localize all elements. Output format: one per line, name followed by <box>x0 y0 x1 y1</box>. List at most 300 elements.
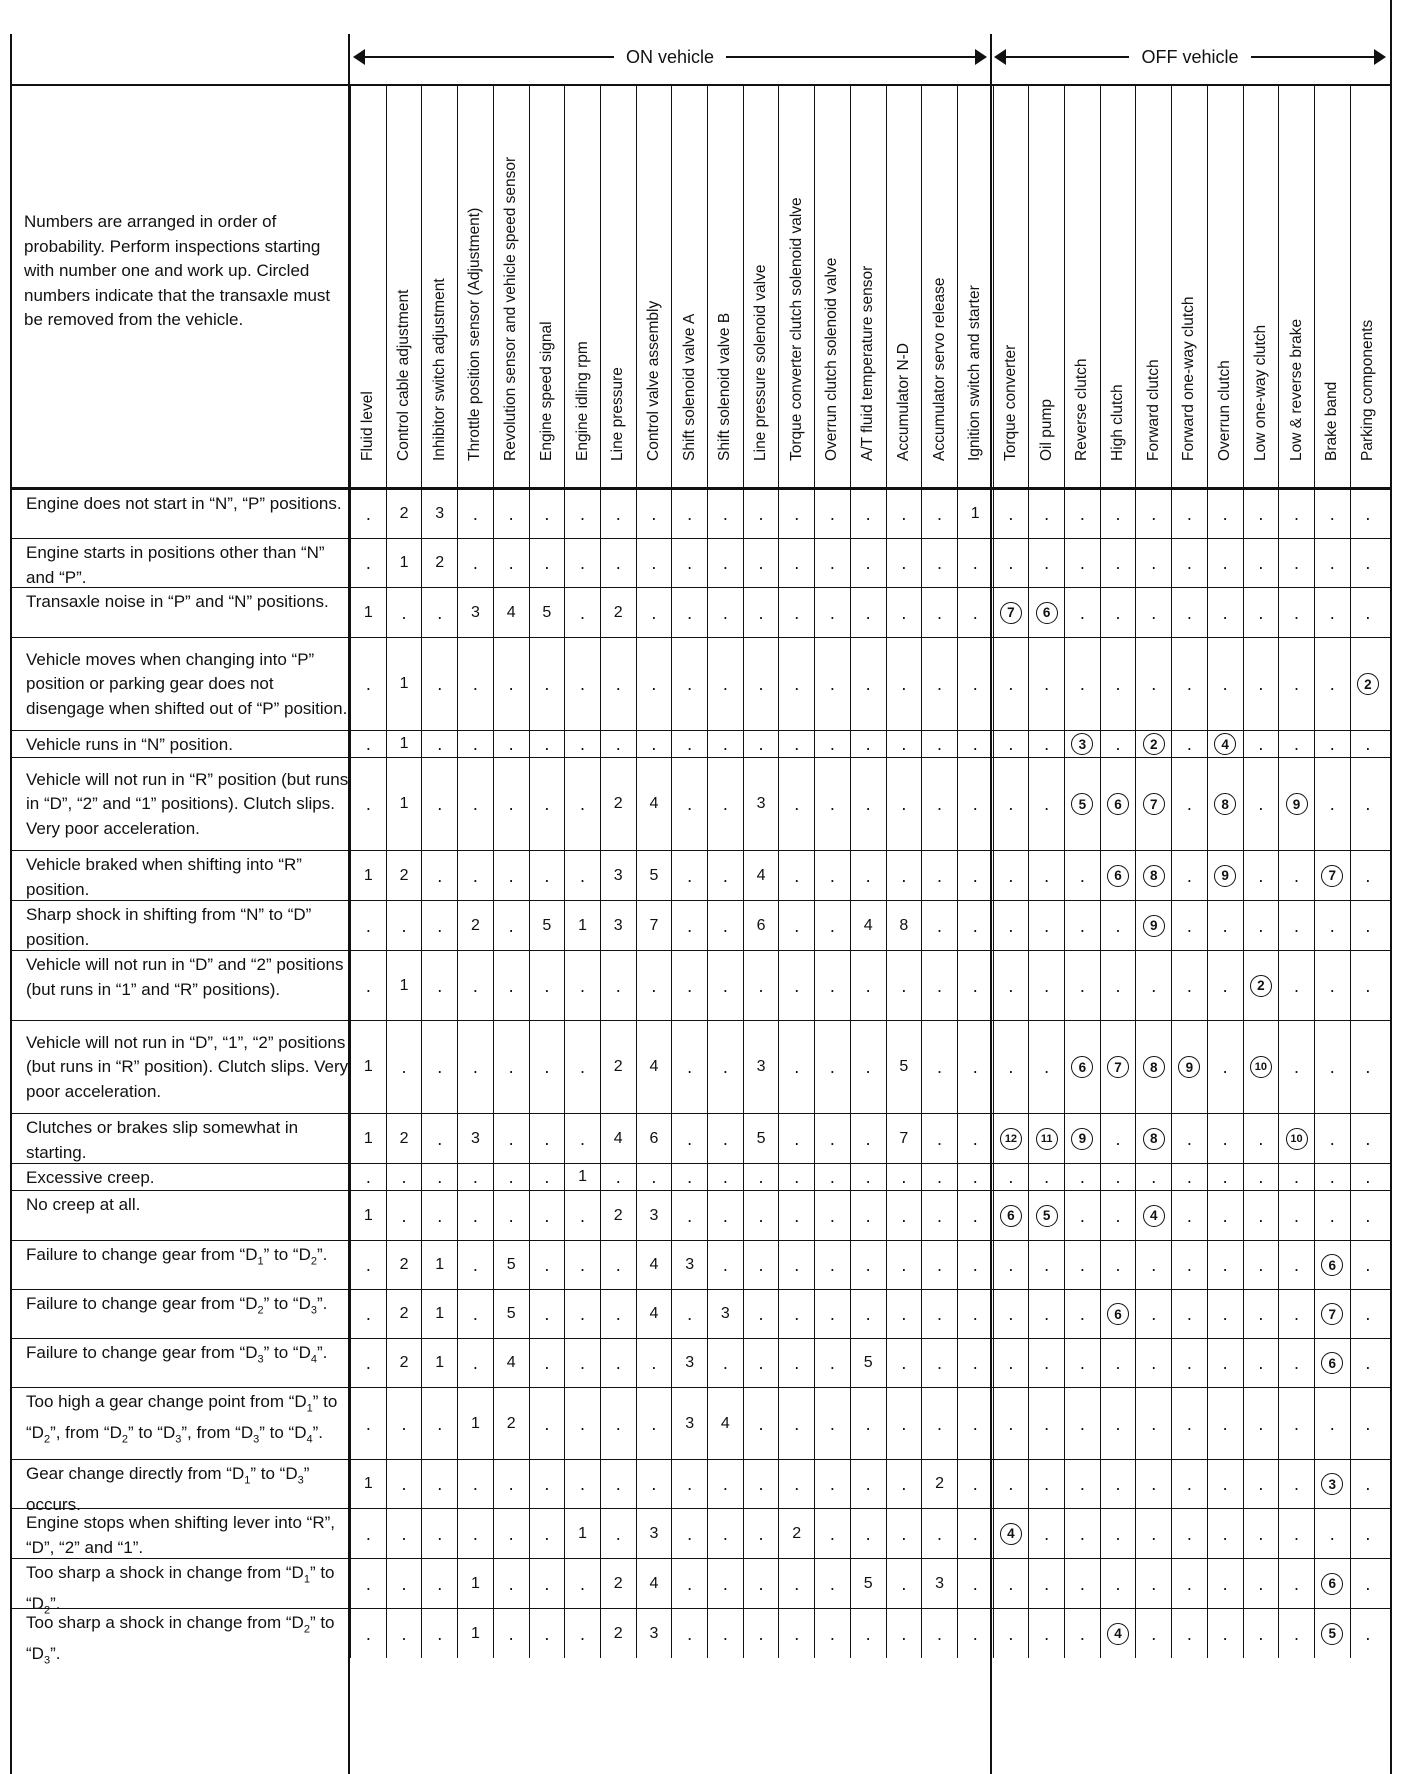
table-cell <box>850 1460 886 1508</box>
table-cell <box>957 1290 993 1338</box>
table-cell <box>529 1559 565 1608</box>
empty-dot: . <box>544 1167 550 1187</box>
table-cell <box>1207 1164 1243 1190</box>
table-cell <box>529 1339 565 1387</box>
empty-dot: . <box>937 504 943 524</box>
table-cell <box>1243 1191 1279 1240</box>
table-cell <box>743 951 779 1020</box>
empty-dot: . <box>365 1523 371 1544</box>
empty-dot: . <box>508 504 514 524</box>
empty-dot: . <box>651 602 657 623</box>
table-cell <box>1171 901 1207 950</box>
symptom-label: Too sharp a shock in change from “$D_2$” to “$D_3$”. <box>26 1613 335 1667</box>
table-cell <box>421 1509 457 1558</box>
table-cell <box>1350 1388 1386 1459</box>
table-cell <box>350 490 386 538</box>
empty-dot: . <box>972 1623 978 1644</box>
empty-dot: . <box>829 504 835 524</box>
table-cell <box>957 1609 993 1658</box>
table-cell <box>386 1388 422 1459</box>
empty-dot: . <box>1329 1413 1335 1434</box>
empty-dot: . <box>1258 1167 1264 1187</box>
empty-dot: . <box>722 1523 728 1544</box>
empty-dot: . <box>580 674 586 694</box>
circled-number: 9 <box>1178 1056 1200 1078</box>
table-row <box>10 1338 1392 1387</box>
table-cell <box>850 758 886 850</box>
table-cell <box>957 1241 993 1289</box>
empty-dot: . <box>615 1523 621 1544</box>
empty-dot: . <box>901 1167 907 1187</box>
table-cell: 3 <box>671 1241 707 1289</box>
circled-number: 2 <box>1357 673 1379 695</box>
instruction-note: Numbers are arranged in order of probability. Perform inspections starting with number one and work up. Circled numbers indicate that the transaxle must be removed from the vehicle. <box>24 212 331 329</box>
table-cell <box>421 588 457 637</box>
table-cell <box>1314 1609 1350 1658</box>
empty-dot: . <box>544 1304 550 1324</box>
empty-dot: . <box>508 865 514 886</box>
empty-dot: . <box>1186 1413 1192 1434</box>
table-cell <box>350 1559 386 1608</box>
empty-dot: . <box>937 1255 943 1275</box>
table-cell <box>564 951 600 1020</box>
table-cell <box>1135 1609 1171 1658</box>
table-cell: 1 <box>350 588 386 637</box>
symptom-label: Failure to change gear from “$D_2$” to “$D_3$”. <box>26 1294 328 1317</box>
empty-dot: . <box>1329 1523 1335 1544</box>
table-cell <box>350 1339 386 1387</box>
table-cell <box>529 1388 565 1459</box>
empty-dot: . <box>1044 975 1050 996</box>
table-cell <box>1135 851 1171 900</box>
table-cell <box>814 490 850 538</box>
empty-dot: . <box>1294 1573 1300 1594</box>
table-cell <box>1135 1021 1171 1113</box>
empty-dot: . <box>829 1128 835 1149</box>
empty-dot: . <box>1115 1474 1121 1494</box>
empty-dot: . <box>865 794 871 814</box>
empty-dot: . <box>1008 1353 1014 1373</box>
empty-dot: . <box>758 1304 764 1324</box>
empty-dot: . <box>1079 1304 1085 1324</box>
empty-dot: . <box>865 1623 871 1644</box>
empty-dot: . <box>472 794 478 814</box>
table-cell <box>350 1164 386 1190</box>
table-cell <box>850 1290 886 1338</box>
empty-dot: . <box>1222 602 1228 623</box>
table-cell <box>457 1021 493 1113</box>
empty-dot: . <box>472 1205 478 1226</box>
table-cell <box>1350 731 1386 757</box>
table-cell <box>886 588 922 637</box>
table-cell <box>493 638 529 730</box>
table-cell <box>1171 758 1207 850</box>
table-cell <box>350 1388 386 1459</box>
empty-dot: . <box>901 1474 907 1494</box>
table-cell <box>1171 951 1207 1020</box>
empty-dot: . <box>401 1573 407 1594</box>
empty-dot: . <box>508 674 514 694</box>
empty-dot: . <box>758 602 764 623</box>
table-cell <box>1243 588 1279 637</box>
table-cell <box>421 901 457 950</box>
empty-dot: . <box>1222 1474 1228 1494</box>
symptom-label: Engine does not start in “N”, “P” positions. <box>26 494 342 513</box>
table-cell <box>1064 901 1100 950</box>
symptom-label: Failure to change gear from “$D_1$” to “$D_2$”. <box>26 1245 328 1268</box>
empty-dot: . <box>1222 1353 1228 1373</box>
table-cell <box>993 901 1029 950</box>
table-cell <box>743 539 779 587</box>
empty-dot: . <box>1329 1167 1335 1187</box>
empty-dot: . <box>972 1057 978 1077</box>
empty-dot: . <box>544 975 550 996</box>
empty-dot: . <box>1329 504 1335 524</box>
empty-dot: . <box>1186 1255 1192 1275</box>
symptom-label: Failure to change gear from “$D_3$” to “$D_4$”. <box>26 1343 328 1366</box>
table-cell <box>1100 901 1136 950</box>
table-cell <box>1350 588 1386 637</box>
table-cell <box>707 1509 743 1558</box>
empty-dot: . <box>901 1523 907 1544</box>
table-cell <box>743 1609 779 1658</box>
empty-dot: . <box>544 734 550 754</box>
table-cell <box>636 539 672 587</box>
column-header <box>814 86 850 487</box>
table-cell <box>529 1021 565 1113</box>
empty-dot: . <box>472 504 478 524</box>
empty-dot: . <box>1294 1623 1300 1644</box>
table-cell <box>1171 1559 1207 1608</box>
empty-dot: . <box>472 1353 478 1373</box>
column-header-label: Throttle position sensor (Adjustment) <box>466 207 484 461</box>
table-cell: 5 <box>743 1114 779 1163</box>
table-cell <box>1350 1191 1386 1240</box>
empty-dot: . <box>1365 1128 1371 1149</box>
table-cell <box>671 1290 707 1338</box>
table-cell <box>1207 1509 1243 1558</box>
table-cell: 4 <box>493 588 529 637</box>
table-cell <box>957 901 993 950</box>
table-cell <box>1064 1290 1100 1338</box>
empty-dot: . <box>937 602 943 623</box>
empty-dot: . <box>1258 734 1264 754</box>
table-cell <box>1171 1241 1207 1289</box>
empty-dot: . <box>401 1413 407 1434</box>
table-cell <box>993 1609 1029 1658</box>
empty-dot: . <box>829 1205 835 1226</box>
empty-dot: . <box>508 553 514 573</box>
empty-dot: . <box>722 915 728 936</box>
table-cell <box>921 1114 957 1163</box>
empty-dot: . <box>472 1523 478 1544</box>
empty-dot: . <box>437 1057 443 1077</box>
table-cell <box>1314 1191 1350 1240</box>
empty-dot: . <box>972 674 978 694</box>
table-cell <box>421 1021 457 1113</box>
column-header-label: Fluid level <box>359 391 377 461</box>
column-header <box>1135 86 1171 487</box>
empty-dot: . <box>1151 1623 1157 1644</box>
empty-dot: . <box>1365 794 1371 814</box>
table-cell: 3 <box>743 758 779 850</box>
circled-number: 7 <box>1000 602 1022 624</box>
empty-dot: . <box>365 674 371 694</box>
table-cell <box>564 758 600 850</box>
table-cell <box>1135 588 1171 637</box>
table-cell <box>743 1559 779 1608</box>
table-cell <box>421 1191 457 1240</box>
empty-dot: . <box>1329 1057 1335 1077</box>
table-cell <box>493 901 529 950</box>
column-header <box>1064 86 1100 487</box>
table-cell <box>564 851 600 900</box>
table-cell <box>493 1559 529 1608</box>
table-cell <box>1243 1609 1279 1658</box>
table-cell <box>850 588 886 637</box>
empty-dot: . <box>615 1353 621 1373</box>
empty-dot: . <box>1365 602 1371 623</box>
empty-dot: . <box>508 975 514 996</box>
table-cell <box>1207 1021 1243 1113</box>
empty-dot: . <box>1008 504 1014 524</box>
table-cell <box>814 1021 850 1113</box>
empty-dot: . <box>437 1167 443 1187</box>
table-cell: 2 <box>386 1241 422 1289</box>
empty-dot: . <box>1294 1474 1300 1494</box>
table-cell <box>743 588 779 637</box>
table-cell <box>1278 1164 1314 1190</box>
table-cell <box>1064 1339 1100 1387</box>
empty-dot: . <box>687 504 693 524</box>
table-cell <box>921 951 957 1020</box>
empty-dot: . <box>865 1474 871 1494</box>
empty-dot: . <box>1115 553 1121 573</box>
column-header <box>564 86 600 487</box>
empty-dot: . <box>1079 1255 1085 1275</box>
table-cell <box>993 1559 1029 1608</box>
empty-dot: . <box>365 915 371 936</box>
table-cell: 3 <box>421 490 457 538</box>
table-cell: 1 <box>564 1164 600 1190</box>
table-cell <box>921 638 957 730</box>
empty-dot: . <box>401 1205 407 1226</box>
column-header <box>1350 86 1386 487</box>
empty-dot: . <box>1044 1523 1050 1544</box>
table-row <box>10 489 1392 538</box>
table-cell: 8 <box>886 901 922 950</box>
table-cell <box>921 490 957 538</box>
table-cell <box>529 1460 565 1508</box>
empty-dot: . <box>1329 553 1335 573</box>
table-cell <box>564 588 600 637</box>
table-cell <box>814 758 850 850</box>
empty-dot: . <box>687 1057 693 1077</box>
table-cell <box>600 1339 636 1387</box>
circled-number: 6 <box>1321 1352 1343 1374</box>
symptom-label: Excessive creep. <box>26 1168 155 1187</box>
empty-dot: . <box>722 602 728 623</box>
table-cell <box>350 758 386 850</box>
column-header <box>1314 86 1350 487</box>
table-cell <box>1064 1388 1100 1459</box>
empty-dot: . <box>1151 674 1157 694</box>
table-cell: 5 <box>850 1339 886 1387</box>
empty-dot: . <box>1365 1474 1371 1494</box>
table-cell <box>600 490 636 538</box>
table-cell <box>814 1460 850 1508</box>
table-cell <box>564 1609 600 1658</box>
table-cell <box>350 901 386 950</box>
table-cell <box>457 1290 493 1338</box>
empty-dot: . <box>758 1573 764 1594</box>
empty-dot: . <box>1258 1304 1264 1324</box>
empty-dot: . <box>1258 553 1264 573</box>
table-row <box>10 1608 1392 1667</box>
empty-dot: . <box>615 734 621 754</box>
table-cell <box>1314 539 1350 587</box>
table-cell <box>1028 539 1064 587</box>
table-cell <box>636 1460 672 1508</box>
empty-dot: . <box>365 553 371 573</box>
empty-dot: . <box>865 734 871 754</box>
empty-dot: . <box>580 1353 586 1373</box>
empty-dot: . <box>437 865 443 886</box>
table-cell <box>707 1609 743 1658</box>
empty-dot: . <box>1079 1523 1085 1544</box>
table-cell <box>1028 901 1064 950</box>
table-cell <box>1028 758 1064 850</box>
empty-dot: . <box>437 1128 443 1149</box>
table-cell <box>1207 758 1243 850</box>
table-cell <box>1100 539 1136 587</box>
column-header-label: Revolution sensor and vehicle speed sensor <box>502 156 520 461</box>
table-cell <box>778 588 814 637</box>
table-cell <box>1064 1609 1100 1658</box>
empty-dot: . <box>865 674 871 694</box>
circled-number: 2 <box>1250 975 1272 997</box>
table-cell <box>636 588 672 637</box>
empty-dot: . <box>901 1623 907 1644</box>
table-cell: 2 <box>386 851 422 900</box>
empty-dot: . <box>1115 1128 1121 1149</box>
empty-dot: . <box>901 865 907 886</box>
table-cell: 7 <box>886 1114 922 1163</box>
empty-dot: . <box>1365 1304 1371 1324</box>
empty-dot: . <box>972 1255 978 1275</box>
column-header <box>1171 86 1207 487</box>
table-cell <box>1171 638 1207 730</box>
empty-dot: . <box>901 1353 907 1373</box>
table-cell <box>1278 1191 1314 1240</box>
empty-dot: . <box>1151 602 1157 623</box>
table-cell <box>600 1388 636 1459</box>
left-arrow-line <box>996 56 1129 58</box>
empty-dot: . <box>544 1128 550 1149</box>
table-cell <box>743 1164 779 1190</box>
table-cell <box>529 758 565 850</box>
table-cell <box>1100 1609 1136 1658</box>
empty-dot: . <box>722 1353 728 1373</box>
empty-dot: . <box>937 1128 943 1149</box>
circled-number: 9 <box>1071 1128 1093 1150</box>
empty-dot: . <box>722 794 728 814</box>
empty-dot: . <box>1186 734 1192 754</box>
table-cell <box>1135 638 1171 730</box>
table-cell <box>707 1191 743 1240</box>
table-cell <box>707 539 743 587</box>
table-cell <box>1171 588 1207 637</box>
table-cell <box>1243 1164 1279 1190</box>
empty-dot: . <box>1365 1205 1371 1226</box>
table-cell <box>600 1290 636 1338</box>
table-cell <box>1100 490 1136 538</box>
empty-dot: . <box>829 915 835 936</box>
table-cell <box>957 731 993 757</box>
table-cell <box>1100 1290 1136 1338</box>
empty-dot: . <box>1008 553 1014 573</box>
empty-dot: . <box>651 1353 657 1373</box>
empty-dot: . <box>1079 1623 1085 1644</box>
table-cell <box>671 1609 707 1658</box>
table-cell: 3 <box>600 901 636 950</box>
empty-dot: . <box>1258 1255 1264 1275</box>
table-cell <box>564 490 600 538</box>
empty-dot: . <box>722 1474 728 1494</box>
column-header-label: Shift solenoid valve A <box>680 313 698 461</box>
table-cell: 2 <box>386 490 422 538</box>
table-cell <box>529 1191 565 1240</box>
empty-dot: . <box>615 1474 621 1494</box>
table-cell <box>636 638 672 730</box>
empty-dot: . <box>687 865 693 886</box>
table-row <box>10 950 1392 1020</box>
empty-dot: . <box>544 1623 550 1644</box>
empty-dot: . <box>1186 1167 1192 1187</box>
table-cell: 1 <box>421 1241 457 1289</box>
empty-dot: . <box>1044 794 1050 814</box>
table-cell <box>493 1114 529 1163</box>
table-cell <box>743 1241 779 1289</box>
empty-dot: . <box>722 1623 728 1644</box>
table-cell <box>1278 951 1314 1020</box>
empty-dot: . <box>1294 1167 1300 1187</box>
column-header-label: Line pressure <box>609 367 627 461</box>
table-cell <box>457 1339 493 1387</box>
table-cell <box>1207 1114 1243 1163</box>
table-cell <box>421 1609 457 1658</box>
empty-dot: . <box>794 1623 800 1644</box>
table-cell <box>1350 851 1386 900</box>
table-cell <box>493 951 529 1020</box>
empty-dot: . <box>1186 602 1192 623</box>
table-cell <box>529 1290 565 1338</box>
empty-dot: . <box>758 1474 764 1494</box>
symptom-label: No creep at all. <box>26 1195 141 1214</box>
on-vehicle-label: ON vehicle <box>625 46 715 67</box>
empty-dot: . <box>758 1523 764 1544</box>
table-cell <box>529 539 565 587</box>
table-cell <box>993 638 1029 730</box>
circled-number: 6 <box>1107 1303 1129 1325</box>
empty-dot: . <box>937 1413 943 1434</box>
table-cell: 2 <box>921 1460 957 1508</box>
circled-number: 9 <box>1214 865 1236 887</box>
empty-dot: . <box>1294 1205 1300 1226</box>
empty-dot: . <box>1186 504 1192 524</box>
table-cell <box>1171 490 1207 538</box>
table-cell <box>493 1191 529 1240</box>
